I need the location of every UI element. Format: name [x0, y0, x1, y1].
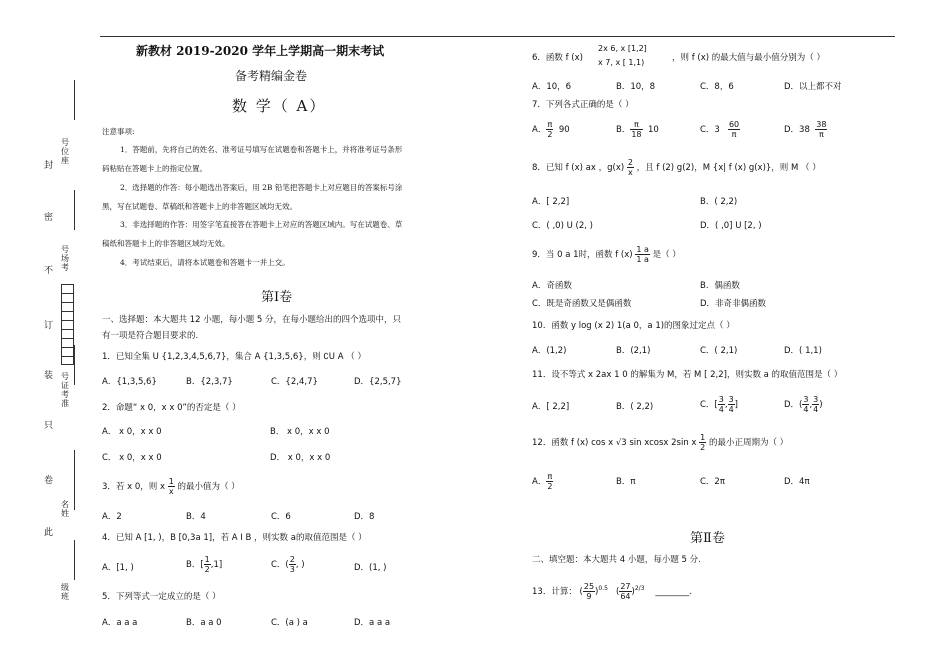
option-label: C．[	[700, 400, 718, 410]
fraction	[815, 120, 827, 139]
subject-title: 数 学（ A）	[232, 97, 327, 115]
denominator: 18	[631, 130, 642, 139]
option-tail: 90	[558, 125, 570, 135]
seal-char: 卷	[44, 476, 54, 486]
question-13: 13．计算： ( $\frac{25}{9}$ )$^{0.5}$ ( $\frac{27}{64}$ )$^{2/3}$ ________.	[532, 582, 693, 601]
q12-option-a	[532, 472, 553, 491]
q10-option-c: C．( 2,1)	[700, 346, 738, 356]
binding-line-2	[74, 190, 75, 230]
part1-intro: 有一项是符合题目要求的.	[102, 331, 199, 341]
q3-option-c: C．6	[271, 512, 291, 522]
q10-option-d: D．( 1,1)	[784, 346, 822, 356]
fraction	[546, 472, 553, 491]
denominator: 1 a	[636, 255, 649, 264]
q6-option-a: A．10，6	[532, 82, 572, 92]
denominator: x	[628, 168, 633, 177]
numerator: π	[547, 472, 553, 481]
numerator: 25	[583, 582, 595, 591]
seat-number-label: 号位座	[61, 138, 69, 165]
question-8	[532, 158, 821, 177]
q12-option-b: B．π	[616, 477, 636, 487]
q5-option-d: D．a a a	[354, 618, 391, 628]
question-11: 11．设不等式 x 2ax 1 0 的解集为 M，若 M [ 2,2]，则实数 a 的取值范围是（ ）	[532, 370, 843, 380]
q3-option-b: B．4	[186, 512, 206, 522]
numerator: 3	[718, 395, 724, 404]
q12-option-c: C．2π	[700, 477, 725, 487]
q7-option-a	[532, 120, 570, 139]
q6-piece-1: 2x 6, x [1,2]	[598, 44, 647, 53]
question-6-label: 6．函数 f (x)	[532, 53, 583, 63]
option-tail: 10	[647, 125, 659, 135]
denominator: 4	[718, 405, 724, 414]
fraction	[204, 555, 211, 574]
q3-stem-end: 的最小值为（ ）	[177, 482, 240, 492]
denominator: 3	[289, 565, 295, 574]
name-label: 名姓	[61, 500, 69, 518]
question-5: 5．下列等式一定成立的是（ ）	[102, 592, 221, 602]
binding-line-5	[74, 540, 75, 580]
q6-option-b: B．10，8	[616, 82, 656, 92]
answer-blank: ________.	[655, 587, 693, 597]
q8-option-d: D．( ,0] U [2, )	[700, 221, 762, 231]
q6-option-c: C．8，6	[700, 82, 734, 92]
denominator: 2	[547, 482, 553, 491]
q9-stem-end: 是（ ）	[652, 250, 681, 260]
binding-line-1	[74, 80, 75, 120]
q11-option-d: D．( $\frac{3}{4}$ , $\frac{3}{4}$ )	[784, 395, 823, 414]
denominator: 9	[586, 592, 592, 601]
binding-line-3	[74, 345, 75, 385]
numerator: π	[630, 120, 642, 130]
q3-option-a: A．2	[102, 512, 122, 522]
notice-line: 2．选择题的作答：每小题选出答案后，用 2B 铅笔把答题卡上对应题目的答案标号涂	[120, 183, 403, 192]
q11-option-c: C．[ $\frac{3}{4}$ , $\frac{3}{4}$ ]	[700, 395, 738, 414]
numerator: 1	[168, 477, 174, 486]
q8-option-b: B．( 2,2)	[700, 197, 738, 207]
q6-option-d: D．以上都不对	[784, 82, 842, 92]
q3-fraction	[168, 477, 175, 496]
option-label: C．(	[271, 560, 289, 570]
q12-stem-start: 12．函数 f (x) cos x √3 sin xcosx 2sin x	[532, 438, 697, 448]
option-label: A．	[532, 125, 547, 135]
exam-subtitle: 备考精编金卷	[235, 69, 308, 83]
q1-option-d: D．{2,5,7}	[354, 377, 402, 387]
fraction	[812, 395, 819, 414]
question-9	[532, 245, 681, 264]
part2-intro: 二、填空题：本大题共 4 小题，每小题 5 分.	[532, 555, 701, 565]
numerator: 1 a	[636, 245, 649, 254]
q8-stem-start: 8．已知 f (x) ax ，g(x)	[532, 163, 625, 173]
class-label: 级班	[61, 583, 69, 601]
top-rule	[100, 36, 895, 37]
denominator: 2	[700, 443, 706, 452]
part1-title: 第Ⅰ卷	[261, 290, 293, 305]
denominator: 2	[204, 565, 210, 574]
option-label: C．3	[700, 125, 720, 135]
option-label: D．(	[784, 400, 803, 410]
denominator: 64	[620, 592, 631, 601]
q7-option-b	[616, 120, 659, 139]
question-12	[532, 433, 788, 452]
denominator: x	[168, 487, 174, 496]
fraction	[630, 120, 642, 139]
notice-heading: 注意事项:	[102, 127, 135, 136]
denominator: 4	[728, 405, 734, 414]
numerator: 38	[816, 120, 827, 129]
numerator: 3	[803, 395, 809, 404]
numerator: 1	[204, 555, 210, 564]
numerator: 2	[627, 158, 633, 167]
notice-line: 黑，写在试题卷、草稿纸和答题卡上的非答题区域均无效。	[102, 202, 297, 211]
denominator: π	[818, 130, 824, 139]
q9-option-a: A．奇函数	[532, 281, 572, 291]
question-1: 1．已知全集 U {1,2,3,4,5,6,7}，集合 A {1,3,5,6}，则 ∁U A （ ）	[102, 352, 366, 362]
seal-char: 密	[44, 213, 54, 223]
numerator: 60	[728, 120, 740, 129]
q12-option-d: D．4π	[784, 477, 810, 487]
q1-option-b: B．{2,3,7}	[186, 377, 233, 387]
admission-ticket-label: 号证考准	[61, 372, 69, 408]
numerator: 2	[289, 555, 295, 564]
q9-stem-start: 9．当 0 a 1时，函数 f (x)	[532, 250, 633, 260]
numerator: π	[547, 120, 553, 129]
option-label: D．38	[784, 125, 810, 135]
question-7: 7．下列各式正确的是（ ）	[532, 100, 634, 110]
q10-option-a: A．(1,2)	[532, 346, 567, 356]
notice-line: 码粘贴在答题卡上的指定位置。	[102, 164, 207, 173]
q9-option-c: C．既是奇函数又是偶函数	[532, 299, 632, 309]
q7-option-c	[700, 120, 740, 139]
q11-option-a: A．[ 2,2]	[532, 402, 570, 412]
binding-line-4	[74, 450, 75, 510]
fraction	[546, 120, 553, 139]
seal-char: 此	[44, 528, 54, 538]
exam-title: 新教材 2019-2020 学年上学期高一期末考试	[136, 44, 385, 58]
question-10: 10．函数 y log (x 2) 1(a 0，a 1)的图象过定点（ ）	[532, 321, 735, 331]
admission-number-boxes	[61, 284, 74, 365]
fraction	[583, 582, 595, 601]
part1-intro: 一、选择题：本大题共 12 小题，每小题 5 分，在每小题给出的四个选项中，只	[102, 315, 402, 325]
q6-piece-2: x 7, x [ 1,1)	[598, 58, 645, 67]
q8-option-c: C．( ,0) U (2, )	[532, 221, 593, 231]
numerator: 27	[620, 582, 631, 591]
option-label: B．	[616, 125, 631, 135]
denominator: 2	[547, 130, 553, 139]
q9-option-b: B．偶函数	[700, 281, 740, 291]
q12-fraction	[699, 433, 706, 452]
q5-option-c: C．(a ) a	[271, 618, 308, 628]
question-2: 2．命题“ x 0，x x 0”的否定是（ ）	[102, 403, 241, 413]
denominator: π	[731, 130, 737, 139]
q2-option-b: B． x 0，x x 0	[270, 427, 330, 437]
fraction	[619, 582, 631, 601]
q10-option-b: B．(2,1)	[616, 346, 651, 356]
q3-stem-start: 3．若 x 0，则 x	[102, 482, 165, 492]
q8-fraction	[627, 158, 634, 177]
option-tail: , )	[295, 560, 305, 570]
numerator: 1	[700, 433, 706, 442]
seal-char: 不	[44, 266, 54, 276]
question-4: 4．已知 A [1, )，B [0,3a 1]，若 A I B ，则实数 a的取值范围是（ ）	[102, 533, 367, 543]
q9-option-d: D．非奇非偶函数	[700, 299, 767, 309]
q2-option-c: C． x 0，x x 0	[102, 453, 162, 463]
seal-char: 只	[44, 421, 54, 431]
q1-option-c: C．{2,4,7}	[271, 377, 318, 387]
fraction	[728, 120, 740, 139]
seal-char: 装	[44, 371, 54, 381]
fraction	[289, 555, 296, 574]
q7-option-d	[784, 120, 827, 139]
question-3	[102, 477, 240, 496]
q9-fraction	[635, 245, 650, 264]
exam-room-label: 号场考	[61, 245, 69, 272]
seal-char: 订	[44, 321, 54, 331]
seal-char: 封	[44, 161, 54, 171]
option-tail: ,1]	[210, 560, 223, 570]
fraction	[802, 395, 809, 414]
q2-option-a: A． x 0，x x 0	[102, 427, 162, 437]
denominator: 4	[813, 405, 819, 414]
q5-option-b: B．a a 0	[186, 618, 222, 628]
option-label: B．[	[186, 560, 204, 570]
fraction	[718, 395, 725, 414]
q4-option-d: D．(1, )	[354, 563, 387, 573]
q1-option-a: A．{1,3,5,6}	[102, 377, 157, 387]
q4-option-a: A．[1, )	[102, 563, 134, 573]
part2-title: 第Ⅱ卷	[690, 531, 725, 546]
q2-option-d: D． x 0，x x 0	[270, 453, 331, 463]
q4-option-c	[271, 555, 305, 574]
q8-stem-end: ，且 f (2) g(2)，M {x| f (x) g(x)}，则 M （ ）	[636, 163, 821, 173]
numerator: 3	[728, 395, 734, 404]
denominator: 4	[803, 405, 809, 414]
q4-option-b	[186, 555, 222, 574]
notice-line: 3．非选择题的作答：用签字笔直接答在答题卡上对应的答题区域内。写在试题卷、草	[120, 220, 403, 229]
q13-lead: 13．计算：	[532, 587, 577, 597]
q12-stem-end: 的最小正周期为（ ）	[708, 438, 789, 448]
notice-line: 4．考试结束后，请将本试题卷和答题卡一并上交。	[120, 258, 290, 267]
option-label: A．	[532, 477, 547, 487]
q11-option-b: B．( 2,2)	[616, 402, 654, 412]
fraction	[728, 395, 735, 414]
q3-option-d: D．8	[354, 512, 375, 522]
numerator: 3	[813, 395, 819, 404]
notice-line: 1．答题前，先将自己的姓名、准考证号填写在试题卷和答题卡上，并将准考证号条形	[120, 145, 403, 154]
notice-line: 稿纸和答题卡上的非答题区域均无效。	[102, 239, 230, 248]
q5-option-a: A．a a a	[102, 618, 138, 628]
q8-option-a: A．[ 2,2]	[532, 197, 570, 207]
q6-stem-tail: ，则 f (x) 的最大值与最小值分别为（ ）	[672, 53, 825, 63]
